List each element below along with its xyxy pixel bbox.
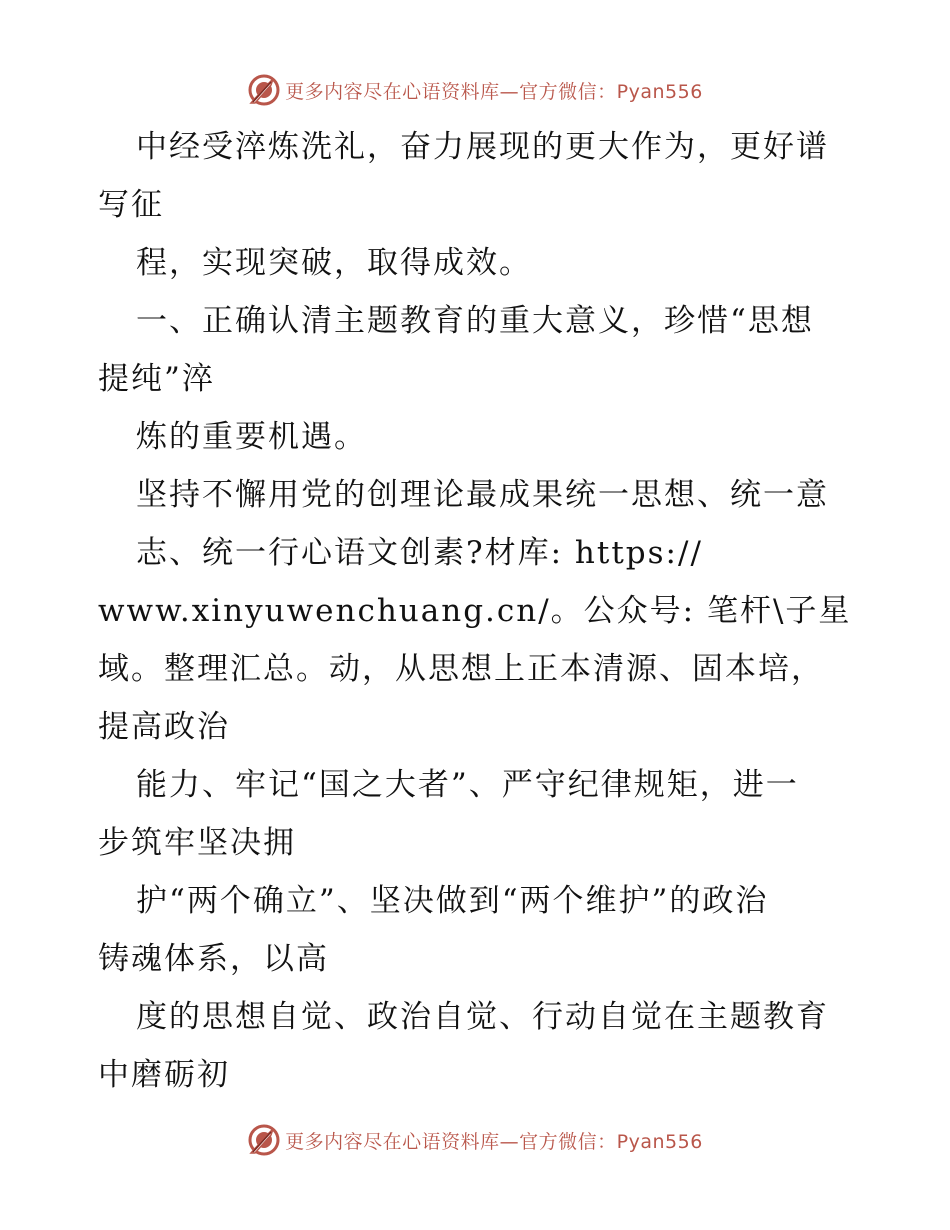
document-body	[98, 118, 858, 1104]
body-line: 提纯”淬	[98, 361, 215, 397]
header-banner	[0, 70, 950, 110]
body-line: 铸魂体系，以高	[98, 941, 329, 977]
body-line: 一、正确认清主题教育的重大意义，珍惜“思想	[136, 303, 814, 339]
body-line: 志、统一行心语文创素?材库: https://	[136, 535, 703, 571]
footer-banner-text: 更多内容尽在心语资料库—官方微信：Pyan556	[285, 1130, 703, 1153]
body-line: 中经受淬炼洗礼，奋力展现的更大作为，更好谱	[136, 129, 829, 165]
header-banner-text: 更多内容尽在心语资料库—官方微信：Pyan556	[285, 80, 703, 103]
body-line: 程，实现突破，取得成效。	[136, 245, 532, 281]
quill-pen-logo-icon	[247, 73, 281, 107]
footer-banner	[0, 1120, 950, 1160]
body-line: 步筑牢坚决拥	[98, 825, 296, 861]
body-line: 域。整理汇总。动，从思想上正本清源、固本培，	[98, 651, 824, 687]
quill-pen-logo-icon	[247, 1123, 281, 1157]
body-line: 提高政治	[98, 709, 230, 745]
body-line: 中磨砺初	[98, 1057, 230, 1093]
body-line: www.xinyuwenchuang.cn/。公众号: 笔杆\子星	[98, 593, 852, 629]
body-line: 护“两个确立”、坚决做到“两个维护”的政治	[136, 883, 769, 919]
body-line: 炼的重要机遇。	[136, 419, 367, 455]
body-line: 能力、牢记“国之大者”、严守纪律规矩，进一	[136, 767, 799, 803]
body-line: 写征	[98, 187, 164, 223]
body-line: 坚持不懈用党的创理论最成果统一思想、统一意	[136, 477, 829, 513]
body-line: 度的思想自觉、政治自觉、行动自觉在主题教育	[136, 999, 829, 1035]
